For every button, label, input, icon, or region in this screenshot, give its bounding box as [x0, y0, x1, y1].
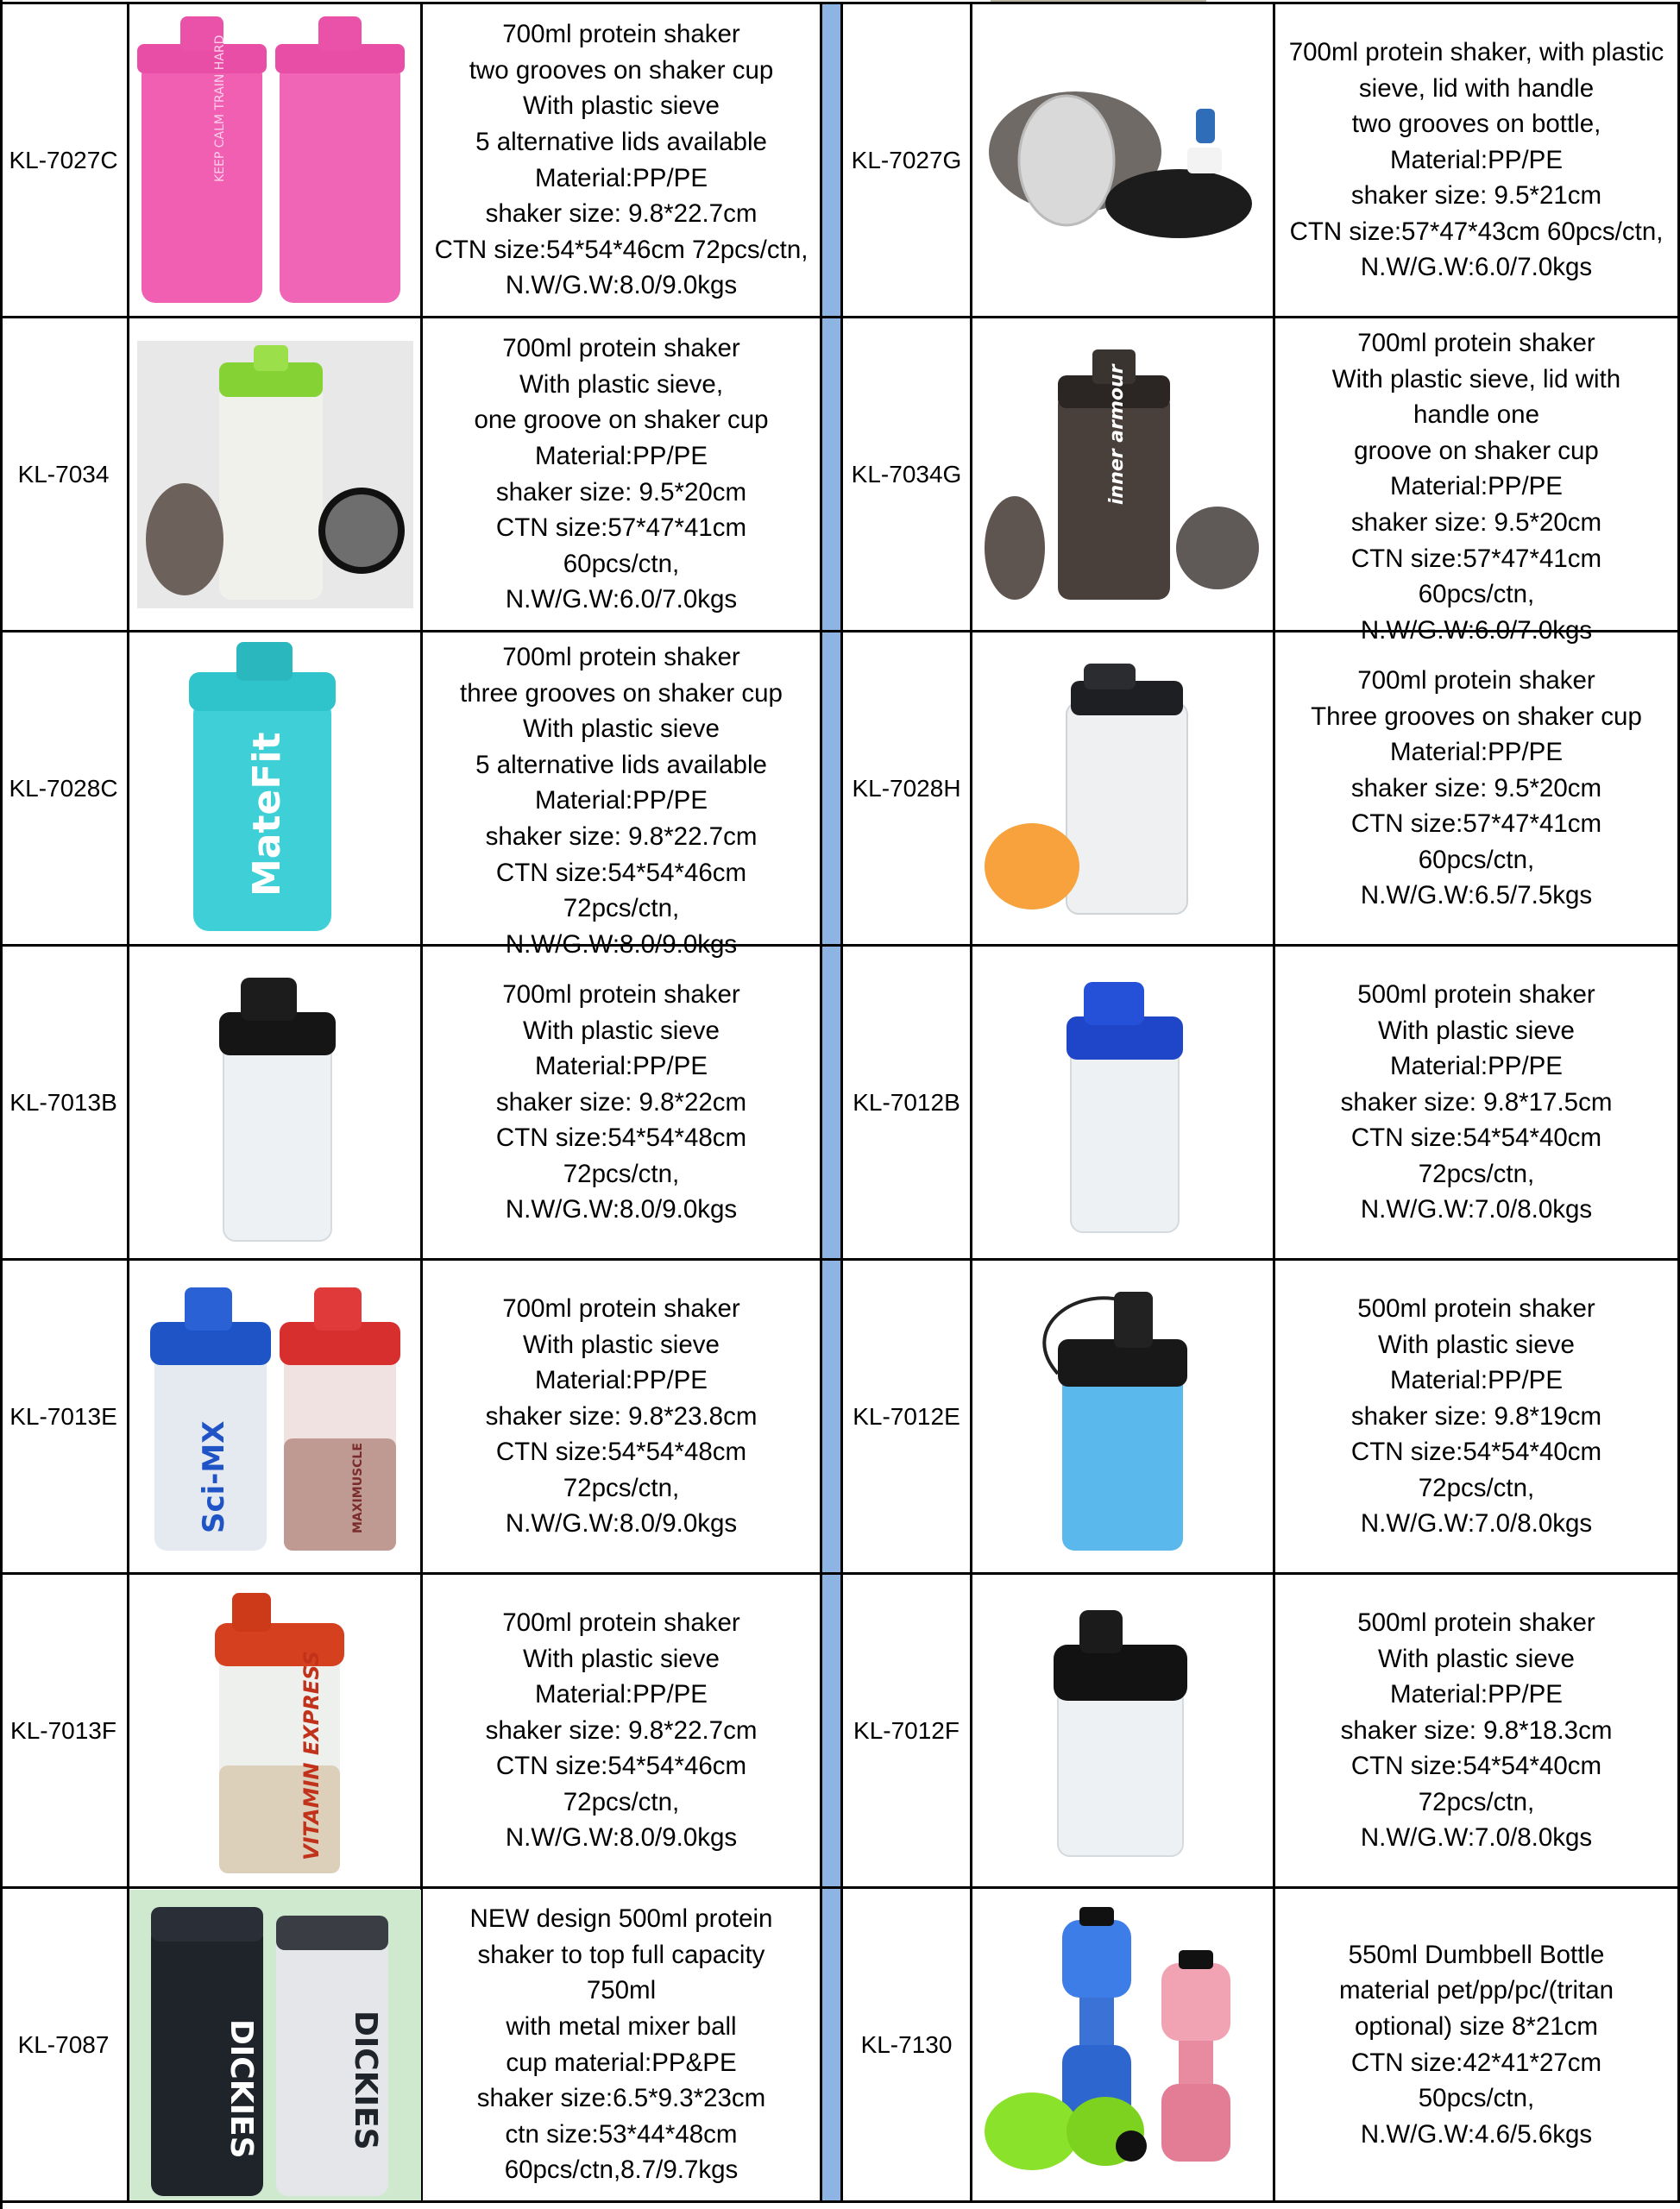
brand-text: DICKIES — [347, 2010, 383, 2150]
brand-text: DICKIES — [223, 2018, 259, 2159]
table-row — [0, 1572, 1680, 1886]
product-code: KL-7087 — [0, 1889, 129, 2200]
product-image-grey-shaker — [972, 4, 1275, 316]
brand-text: VITAMIN EXPRESS — [299, 1650, 324, 1860]
table-left-border — [0, 0, 3, 2209]
product-image-pink-shakers — [129, 4, 423, 316]
product-image-black-lid-shaker — [129, 947, 423, 1258]
svg-text:KEEP CALM TRAIN HARD: KEEP CALM TRAIN HARD — [212, 35, 227, 182]
product-description: 500ml protein shaker With plastic sieve Material:PP/PE shaker size: 9.8*19cm CTN size:54*54*40cm 72pcs/ctn, N.W/G.W:7.0/8.0kgs — [1275, 1261, 1680, 1572]
product-image-brown-shaker — [972, 318, 1275, 630]
product-description: 500ml protein shaker With plastic sieve Material:PP/PE shaker size: 9.8*17.5cm CTN size:54*54*40cm 72pcs/ctn, N.W/G.W:7.0/8.0kgs — [1275, 947, 1680, 1258]
product-code: KL-7130 — [843, 1889, 972, 2200]
table-row — [0, 1886, 1680, 2203]
product-description: 700ml protein shaker With plastic sieve, lid with handle one groove on shaker cup Material:PP/PE shaker size: 9.5*20cm CTN size:57*47*41cm 60pcs/ctn, N.W/G.W:6.0/7.0kgs — [1275, 318, 1680, 630]
table-row — [0, 316, 1680, 645]
product-description: 550ml Dumbbell Bottle material pet/pp/pc/(tritan optional) size 8*21cm CTN size:42*41*27cm 50pcs/ctn, N.W/G.W:4.6/5.6kgs — [1275, 1889, 1680, 2200]
product-description: 500ml protein shaker With plastic sieve Material:PP/PE shaker size: 9.8*18.3cm CTN size:54*54*40cm 72pcs/ctn, N.W/G.W:7.0/8.0kgs — [1275, 1575, 1680, 1886]
table-row — [0, 944, 1680, 1258]
brand-text: Sci-MX — [196, 1420, 231, 1533]
product-description: 700ml protein shaker three grooves on shaker cup With plastic sieve 5 alternative lids available Material:PP/PE shaker size: 9.8*22.7cm CTN size:54*54*46cm 72pcs/ctn, N.W/G.W:8.0/9.0kgs — [423, 632, 822, 944]
product-code: KL-7013E — [0, 1261, 129, 1572]
product-description: 700ml protein shaker, with plastic sieve, lid with handle two grooves on bottle, Material:PP/PE shaker size: 9.5*21cm CTN size:57*47*43cm 60pcs/ctn, N.W/G.W:6.0/7.0kgs — [1275, 4, 1680, 316]
brand-text-2: MAXIMUSCLE — [350, 1442, 365, 1533]
product-description: NEW design 500ml protein shaker to top full capacity 750ml with metal mixer ball cup material:PP&PE shaker size:6.5*9.3*23cm ctn size:53*44*48cm 60pcs/ctn,8.7/9.7kgs — [423, 1889, 822, 2200]
product-image-turquoise-shaker — [129, 632, 423, 944]
product-code: KL-7028H — [843, 632, 972, 944]
product-code: KL-7034G — [843, 318, 972, 630]
product-image-scimx-maximuscle-shakers — [129, 1261, 423, 1572]
table-row — [0, 1258, 1680, 1572]
product-image-black-lid-shaker-500 — [972, 1575, 1275, 1886]
table-row — [0, 630, 1680, 959]
product-code: KL-7027C — [0, 4, 129, 316]
product-image-blue-shaker — [972, 1261, 1275, 1572]
product-code: KL-7012E — [843, 1261, 972, 1572]
product-image-blue-lid-shaker — [972, 947, 1275, 1258]
column-separator — [822, 632, 843, 944]
product-description: 700ml protein shaker Three grooves on shaker cup Material:PP/PE shaker size: 9.5*20cm CTN size:57*47*41cm 60pcs/ctn, N.W/G.W:6.5/7.5kgs — [1275, 632, 1680, 944]
product-code: KL-7013B — [0, 947, 129, 1258]
brand-text: MateFit — [244, 731, 289, 897]
product-image-dumbbell-bottles — [972, 1889, 1275, 2200]
column-separator — [822, 947, 843, 1258]
product-code: KL-7013F — [0, 1575, 129, 1886]
brand-text: inner armour — [1106, 363, 1128, 505]
product-code: KL-7012B — [843, 947, 972, 1258]
column-separator — [822, 1261, 843, 1572]
product-image-clear-shaker-orange-cap — [972, 632, 1275, 944]
column-separator — [822, 4, 843, 316]
product-description: 700ml protein shaker two grooves on shaker cup With plastic sieve 5 alternative lids available Material:PP/PE shaker size: 9.8*22.7cm CTN size:54*54*46cm 72pcs/ctn, N.W/G.W:8.0/9.0kgs — [423, 4, 822, 316]
product-image-green-lid-shaker — [129, 318, 423, 630]
table-row — [0, 2, 1680, 316]
product-description: 700ml protein shaker With plastic sieve, one groove on shaker cup Material:PP/PE shaker size: 9.5*20cm CTN size:57*47*41cm 60pcs/ctn, N.W/G.W:6.0/7.0kgs — [423, 318, 822, 630]
product-code: KL-7034 — [0, 318, 129, 630]
product-image-vitamin-express-shaker — [129, 1575, 423, 1886]
product-code: KL-7027G — [843, 4, 972, 316]
product-image-dickies-shakers — [129, 1889, 423, 2200]
column-separator — [822, 1575, 843, 1886]
product-code: KL-7028C — [0, 632, 129, 944]
product-description: 700ml protein shaker With plastic sieve Material:PP/PE shaker size: 9.8*23.8cm CTN size:54*54*48cm 72pcs/ctn, N.W/G.W:8.0/9.0kgs — [423, 1261, 822, 1572]
product-description: 700ml protein shaker With plastic sieve Material:PP/PE shaker size: 9.8*22.7cm CTN size:54*54*46cm 72pcs/ctn, N.W/G.W:8.0/9.0kgs — [423, 1575, 822, 1886]
column-separator — [822, 318, 843, 630]
column-separator — [822, 1889, 843, 2200]
product-code: KL-7012F — [843, 1575, 972, 1886]
product-description: 700ml protein shaker With plastic sieve Material:PP/PE shaker size: 9.8*22cm CTN size:54*54*48cm 72pcs/ctn, N.W/G.W:8.0/9.0kgs — [423, 947, 822, 1258]
